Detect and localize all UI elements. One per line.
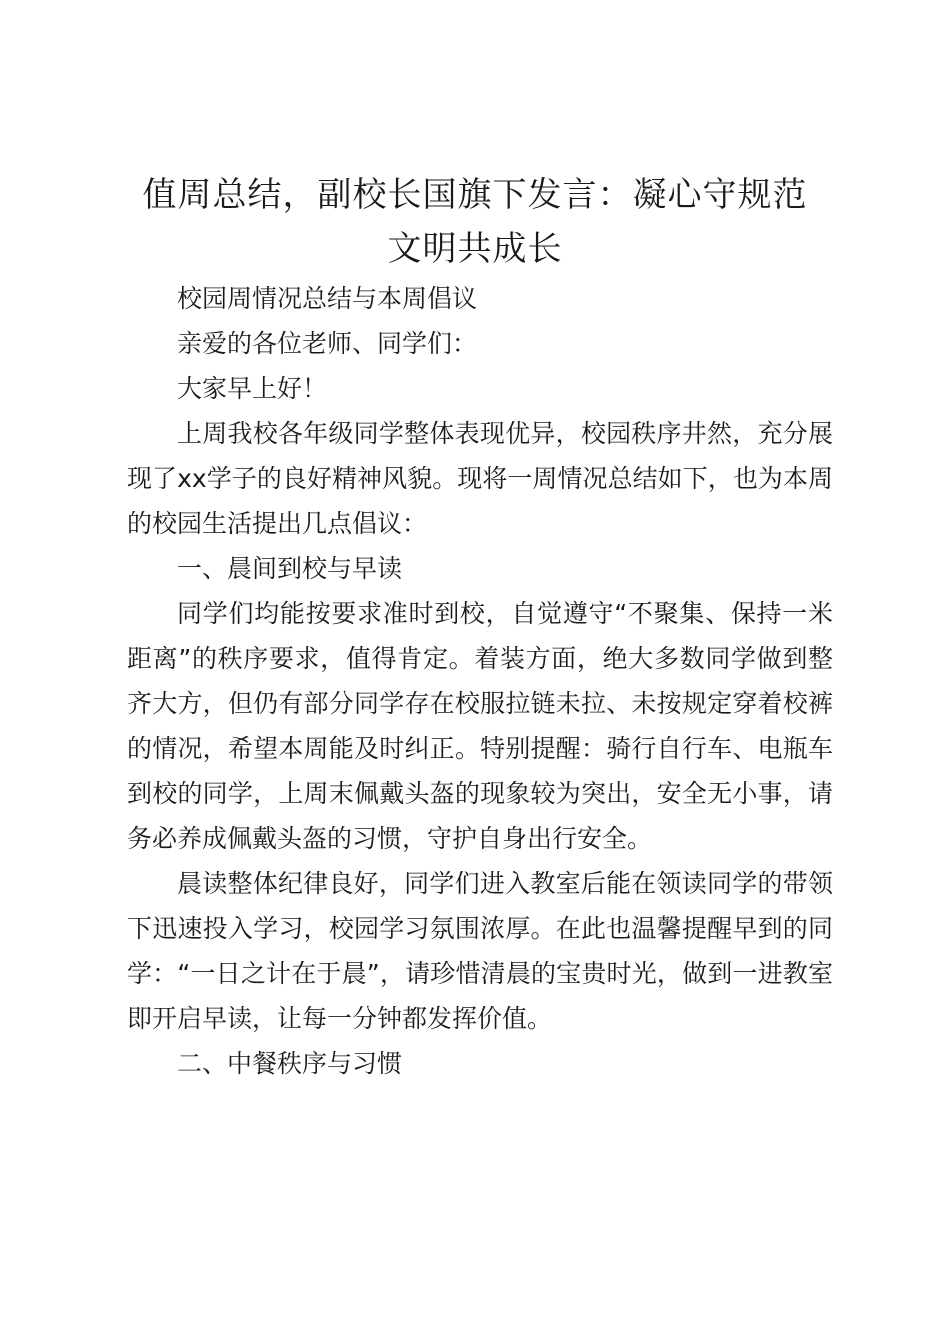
- subtitle: 校园周情况总结与本周倡议: [177, 284, 478, 313]
- greeting: 大家早上好！: [177, 374, 328, 403]
- section-heading-1: 一、晨间到校与早读: [177, 554, 403, 583]
- section-heading-2: 二、中餐秩序与习惯: [177, 1049, 403, 1078]
- title-line-2: 文明共成长: [387, 229, 563, 269]
- title-line-1: 值周总结，副校长国旗下发言：凝心守规范: [142, 175, 808, 215]
- document-body: [127, 276, 833, 1086]
- salutation: 亲爱的各位老师、同学们：: [177, 329, 478, 358]
- paragraph-arrival: 同学们均能按要求准时到校，自觉遵守“不聚集、保持一米距离”的秩序要求，值得肯定。着装方面，绝大多数同学做到整齐大方，但仍有部分同学存在校服拉链未拉、未按规定穿着校裤的情况，希望本周能及时纠正。特别提醒：骑行自行车、电瓶车到校的同学，上周末佩戴头盔的现象较为突出，安全无小事，请务必养成佩戴头盔的习惯，守护自身出行安全。: [127, 599, 833, 853]
- paragraph-morning-reading: 晨读整体纪律良好，同学们进入教室后能在领读同学的带领下迅速投入学习，校园学习氛围浓厚。在此也温馨提醒早到的同学：“一日之计在于晨”，请珍惜清晨的宝贵时光，做到一进教室即开启早读，让每一分钟都发挥价值。: [127, 869, 833, 1033]
- document-title: [120, 168, 830, 276]
- intro-paragraph: 上周我校各年级同学整体表现优异，校园秩序井然，充分展现了xx学子的良好精神风貌。现将一周情况总结如下，也为本周的校园生活提出几点倡议：: [127, 419, 833, 538]
